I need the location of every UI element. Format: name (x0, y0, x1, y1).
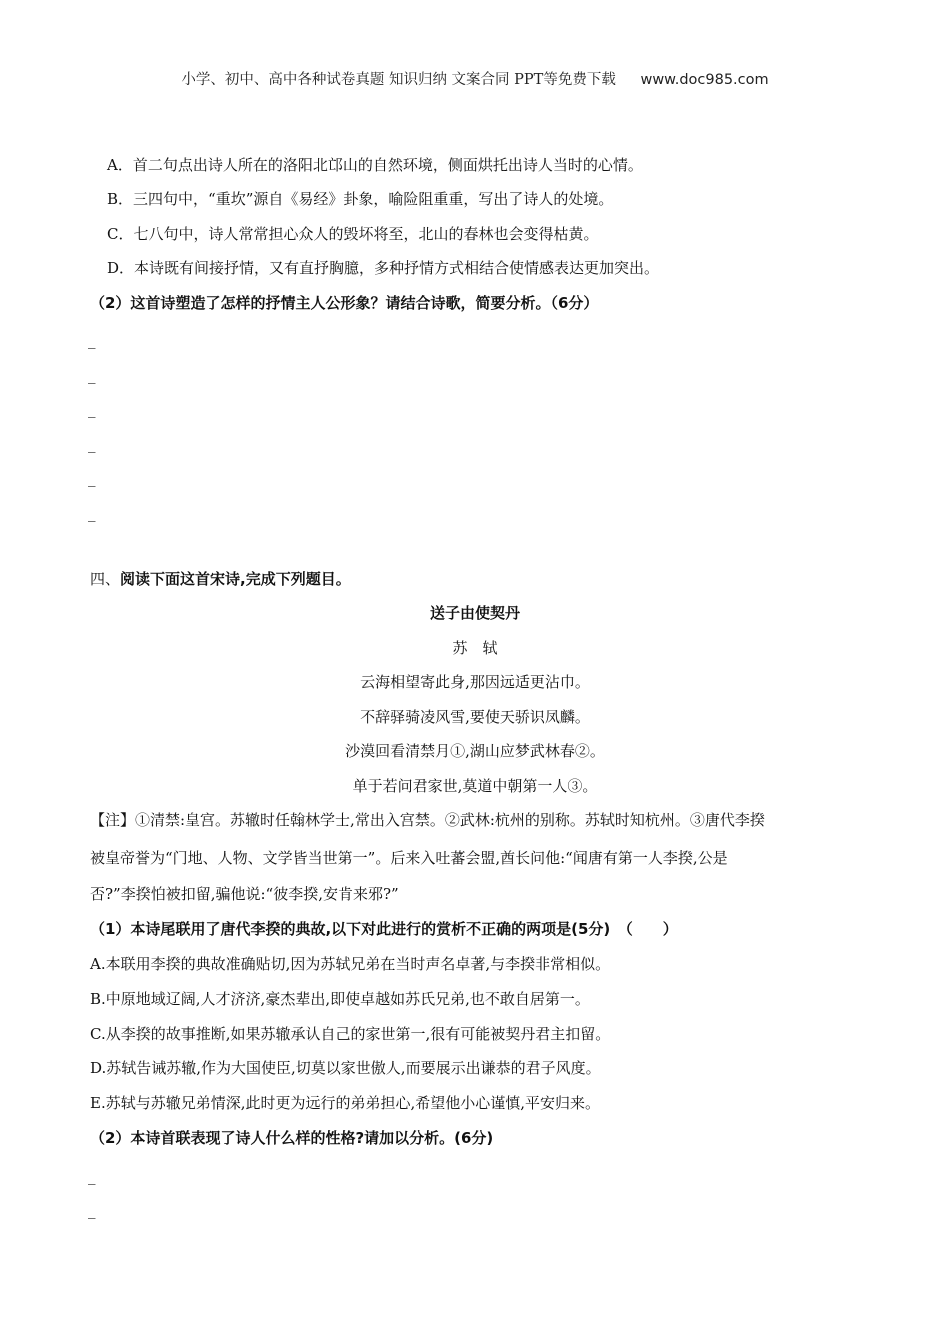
q4-option-b: B.中原地域辽阔,人才济济,豪杰辈出,即使卓越如苏氏兄弟,也不敢自居第一。 (90, 990, 590, 1008)
poem-note-line-3: 否?”李揆怕被扣留,骗他说:“彼李揆,安肯来邪?” (90, 885, 399, 903)
q4-option-e: E.苏轼与苏辙兄弟情深,此时更为远行的弟弟担心,希望他小心谨慎,平安归来。 (90, 1094, 601, 1112)
q3-option-a: A．首二句点出诗人所在的洛阳北邙山的自然环境，侧面烘托出诗人当时的心情。 (107, 156, 643, 174)
poem-line-3: 沙漠回看清禁月①,湖山应梦武林春②。 (345, 742, 605, 760)
header-text: 小学、初中、高中各种试卷真题 知识归纳 文案合同 PPT等免费下载 (181, 72, 616, 88)
q3-option-d: D．本诗既有间接抒情，又有直抒胸臆，多种抒情方式相结合使情感表达更加突出。 (107, 259, 660, 277)
poem-note-line-1: 【注】①清禁:皇宫。苏辙时任翰林学士,常出入宫禁。②武林:杭州的别称。苏轼时知杭州。③唐代李揆 (90, 811, 765, 829)
answer-blank-line[interactable]: _ (88, 400, 96, 418)
answer-blank-line[interactable]: _ (88, 504, 96, 522)
page-header (0, 68, 950, 89)
section-4-instruction: 阅读下面这首宋诗,完成下列题目。 (120, 570, 351, 588)
q3-subquestion-2: （2）这首诗塑造了怎样的抒情主人公形象？请结合诗歌，简要分析。（6分） (90, 294, 599, 312)
poem-line-1: 云海相望寄此身,那因远适更沾巾。 (360, 673, 590, 691)
poem-line-4: 单于若问君家世,莫道中朝第一人③。 (352, 777, 598, 795)
q4-option-c: C.从李揆的故事推断,如果苏辙承认自己的家世第一,很有可能被契丹君主扣留。 (90, 1025, 611, 1043)
answer-blank-line[interactable]: _ (88, 1201, 96, 1219)
answer-blank-line[interactable]: _ (88, 469, 96, 487)
q4-option-d: D.苏轼告诫苏辙,作为大国使臣,切莫以家世傲人,而要展示出谦恭的君子风度。 (90, 1059, 601, 1077)
q3-option-c: C．七八句中，诗人常常担心众人的毁坏将至，北山的春林也会变得枯黄。 (107, 225, 599, 243)
answer-blank-line[interactable]: _ (88, 1167, 96, 1185)
q4-subquestion-1: （1）本诗尾联用了唐代李揆的典故,以下对此进行的赏析不正确的两项是(5分) （ ） (90, 920, 678, 938)
poem-title: 送子由使契丹 (429, 604, 520, 622)
poem-note-line-2: 被皇帝誉为“门地、人物、文学皆当世第一”。后来入吐蕃会盟,酋长问他:“闻唐有第一人李揆,公是 (90, 849, 728, 867)
poem-line-2: 不辞驿骑凌风雪,要使天骄识凤麟。 (360, 708, 590, 726)
answer-blank-line[interactable]: _ (88, 435, 96, 453)
poem-author: 苏 轼 (452, 639, 498, 657)
q4-subquestion-2: （2）本诗首联表现了诗人什么样的性格?请加以分析。(6分) (90, 1129, 494, 1147)
section-4-number: 四、 (90, 570, 121, 588)
answer-blank-line[interactable]: _ (88, 331, 96, 349)
header-site-url: www.doc985.com (640, 72, 769, 88)
section-4-heading (90, 569, 351, 589)
q3-option-b: B．三四句中，“重坎”源自《易经》卦象，喻险阻重重，写出了诗人的处境。 (107, 190, 614, 208)
answer-blank-line[interactable]: _ (88, 366, 96, 384)
q4-option-a: A.本联用李揆的典故准确贴切,因为苏轼兄弟在当时声名卓著,与李揆非常相似。 (90, 955, 611, 973)
